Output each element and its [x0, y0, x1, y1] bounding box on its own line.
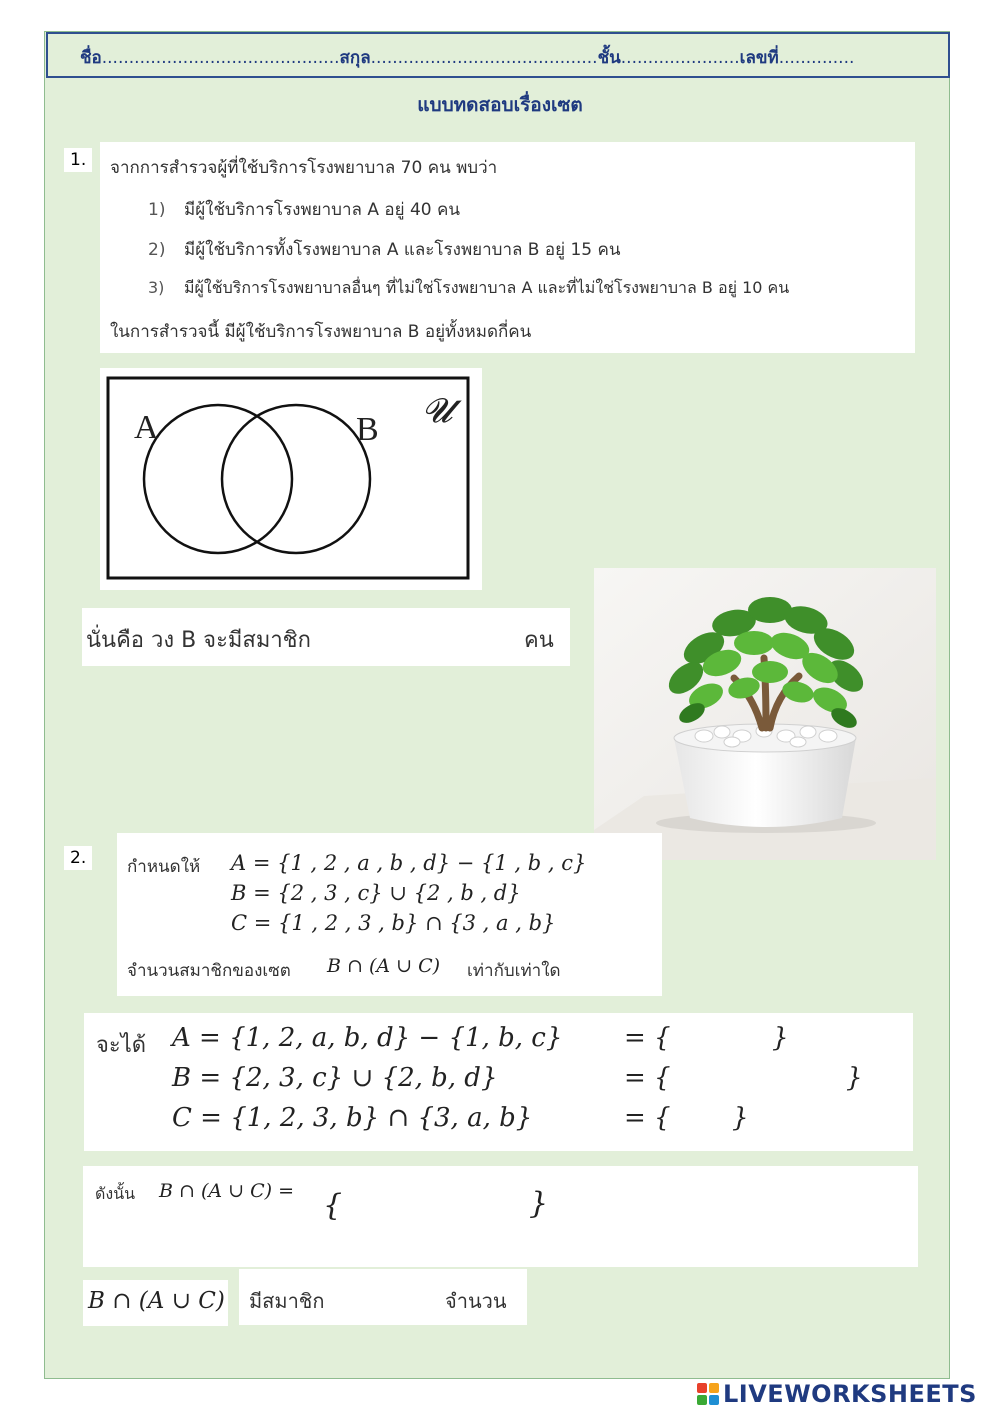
- solution-a-eq: = {: [624, 1023, 671, 1053]
- final-count-card: [239, 1269, 527, 1325]
- universe-rect: [108, 378, 468, 578]
- q2-ask-suffix: เท่ากับเท่าใด: [467, 961, 561, 981]
- student-info-header: [46, 32, 950, 78]
- q2-ask-prefix: จำนวนสมาชิกของเซต: [127, 961, 291, 981]
- solution-b-eq: = {: [624, 1063, 671, 1093]
- q1-answer-line: [82, 608, 570, 666]
- number-label: เลขที่: [739, 48, 779, 68]
- set-a-label: A: [134, 409, 159, 446]
- q2-def-a: A = {1 , 2 , a , b , d} − {1 , b , c}: [231, 851, 587, 875]
- q1-item-1: 1) มีผู้ใช้บริการโรงพยาบาล A อยู่ 40 คน: [148, 200, 460, 220]
- solution-c-close: }: [732, 1103, 749, 1133]
- solution-a-close: }: [772, 1023, 789, 1053]
- question-2-number: 2.: [64, 846, 92, 870]
- q2-def-c: C = {1 , 2 , 3 , b} ∩ {3 , a , b}: [231, 911, 556, 935]
- q1-item-3: 3) มีผู้ใช้บริการโรงพยาบาลอื่นๆ ที่ไม่ใช่โรงพยาบาล A และที่ไม่ใช่โรงพยาบาล B อยู่ 10 คน: [148, 278, 790, 297]
- solution-a: A = {1, 2, a, b, d} − {1, b, c}: [172, 1023, 563, 1053]
- solution-c-eq: = {: [624, 1103, 671, 1133]
- q1-intro: จากการสำรวจผู้ที่ใช้บริการโรงพยาบาล 70 คน พบว่า: [110, 158, 498, 178]
- set-b-label: B: [356, 411, 379, 448]
- number-field[interactable]: ..............: [778, 48, 855, 68]
- solution-b: B = {2, 3, c} ∪ {2, b, d}: [172, 1063, 498, 1093]
- brand-name: LIVEWORKSHEETS: [723, 1380, 977, 1408]
- question-2-text: [117, 833, 662, 996]
- jade-plant-image: [594, 568, 936, 860]
- q1-item-2: 2) มีผู้ใช้บริการทั้งโรงพยาบาล A และโรงพยาบาล B อยู่ 15 คน: [148, 240, 621, 260]
- venn-svg: [100, 368, 482, 590]
- logo-mark-icon: [697, 1383, 719, 1405]
- student-info-line: [80, 44, 854, 71]
- q2-given-label: กำหนดให้: [127, 857, 201, 877]
- therefore-label: ดังนั้น: [95, 1184, 136, 1203]
- solution-c: C = {1, 2, 3, b} ∩ {3, a, b}: [172, 1103, 533, 1133]
- final-members-label: มีสมาชิก: [249, 1289, 325, 1313]
- class-label: ชั้น: [597, 48, 621, 68]
- final-expr: B ∩ (A ∪ C): [88, 1288, 225, 1314]
- q1-answer-suffix: คน: [524, 628, 554, 653]
- question-1-text: [100, 142, 915, 353]
- final-expr-card: [83, 1280, 228, 1326]
- q2-def-b: B = {2 , 3 , c} ∪ {2 , b , d}: [231, 881, 521, 905]
- name-label: ชื่อ: [80, 48, 102, 68]
- therefore-expr: B ∩ (A ∪ C) =: [159, 1180, 295, 1202]
- class-field[interactable]: ......................: [620, 48, 740, 68]
- q2-solution: [84, 1013, 913, 1151]
- page-title: แบบทดสอบเรื่องเซต: [417, 94, 583, 116]
- surname-field[interactable]: ..........................................: [370, 48, 598, 68]
- q1-answer-prefix: นั่นคือ วง B จะมีสมาชิก: [86, 628, 311, 653]
- question-1-number: 1.: [64, 148, 92, 172]
- result-open-brace: {: [323, 1188, 343, 1223]
- surname-label: สกุล: [339, 48, 371, 68]
- result-close-brace: }: [529, 1186, 549, 1221]
- liveworksheets-logo: [697, 1380, 977, 1408]
- name-field[interactable]: ............................................: [101, 48, 340, 68]
- venn-diagram: [100, 368, 482, 590]
- plant-svg: [594, 568, 936, 860]
- q1-question: ในการสำรวจนี้ มีผู้ใช้บริการโรงพยาบาล B อยู่ทั้งหมดกี่คน: [110, 322, 532, 342]
- q2-result: [83, 1166, 918, 1267]
- q2-ask-expr: B ∩ (A ∪ C): [327, 955, 441, 977]
- universe-label: 𝓤: [422, 391, 453, 431]
- final-count-label: จำนวน: [445, 1289, 507, 1313]
- solution-label: จะได้: [96, 1033, 147, 1058]
- solution-b-close: }: [846, 1063, 863, 1093]
